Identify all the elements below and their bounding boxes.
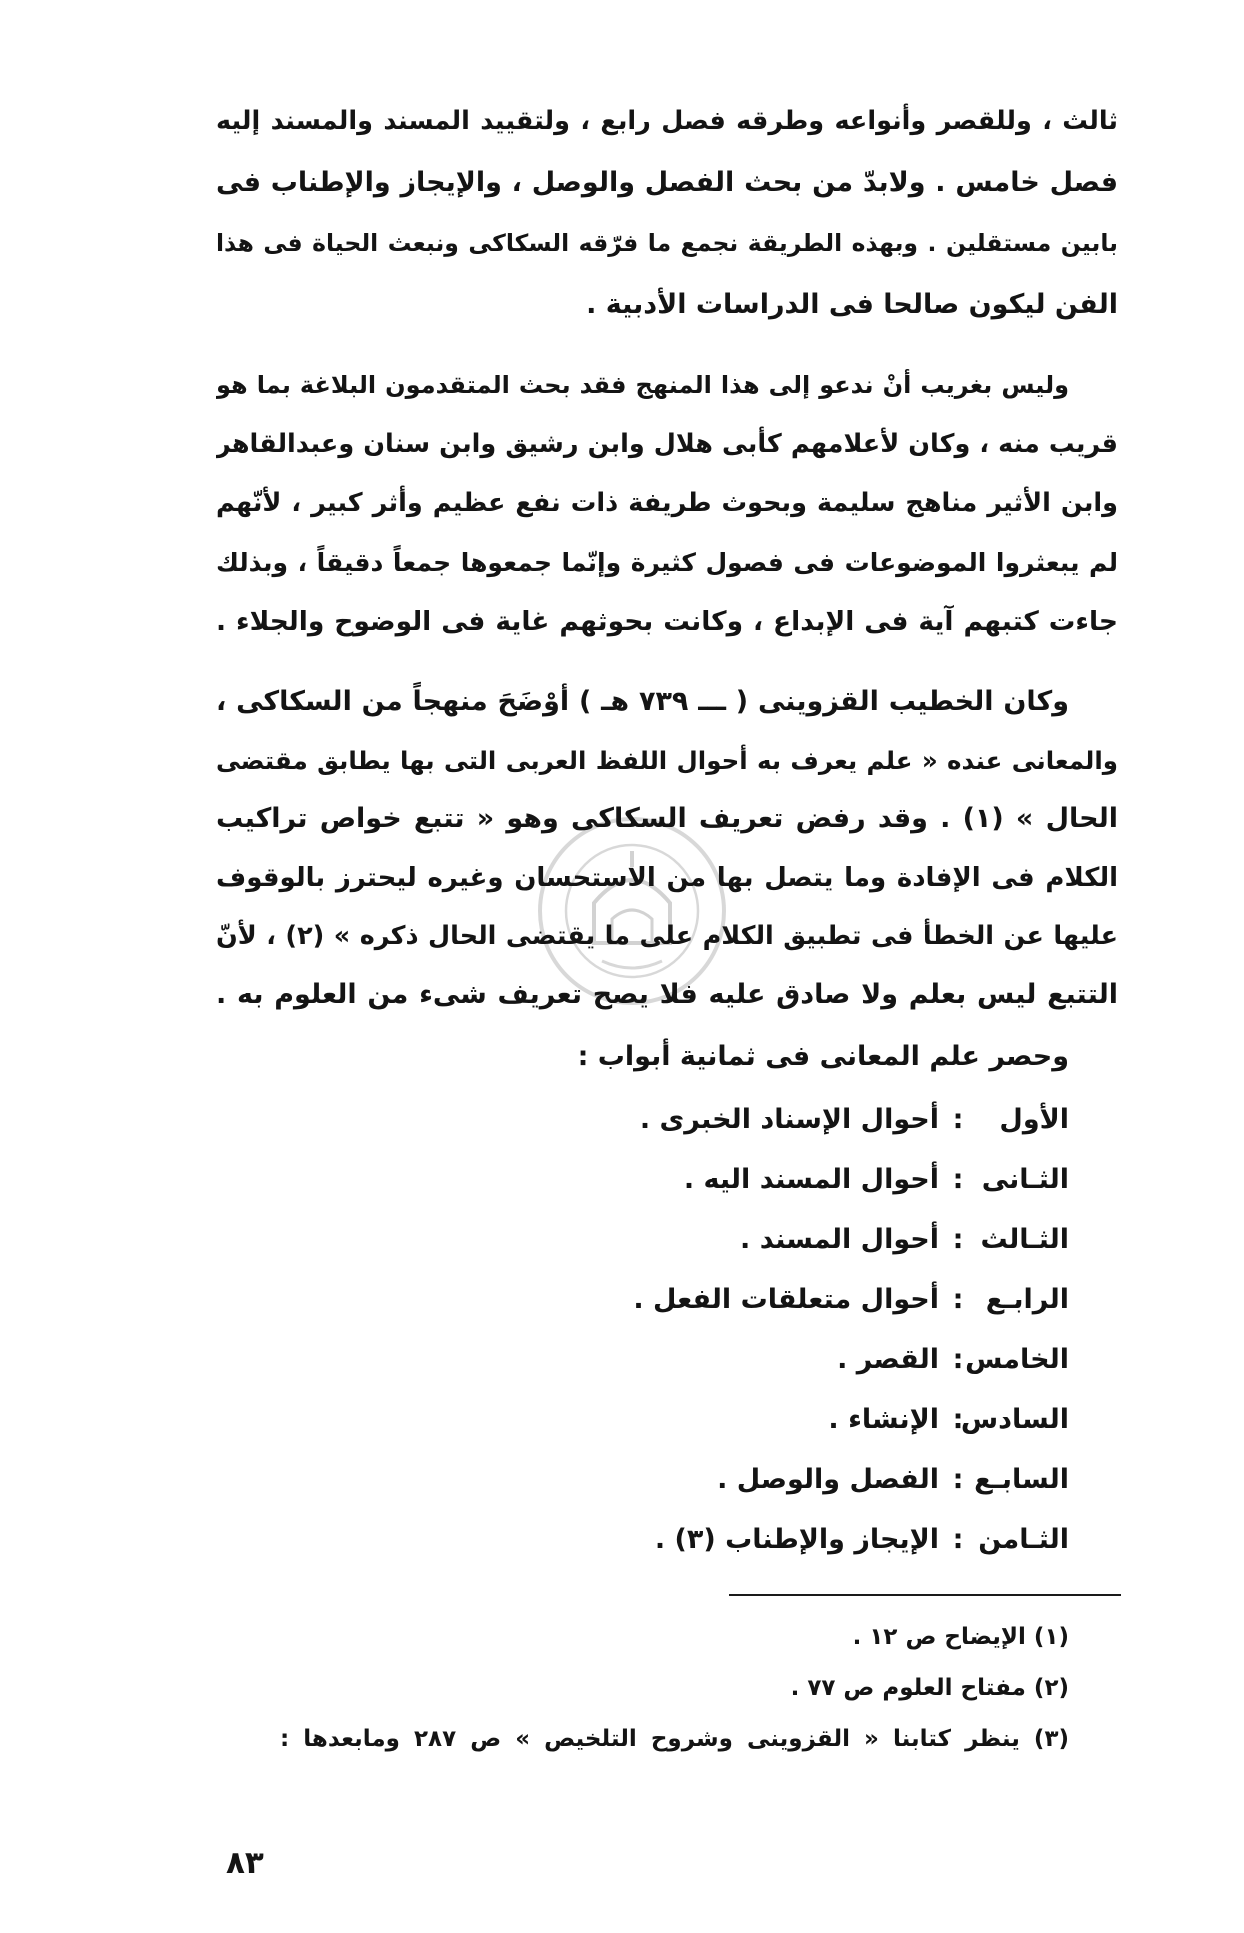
paragraph (216, 356, 1118, 651)
list-item (216, 1390, 1118, 1450)
footnote: (٢) مفتاح العلوم ص ٧٧ . (790, 1675, 1069, 1701)
body-line: وكان الخطيب القزوينى ( ـــ ٧٣٩ هـ ) أوْضَحَ منهجاً من السكاكى ، (216, 686, 1069, 717)
body-line: ثالث ، وللقصر وأنواعه وطرقه فصل رابع ، ولتقييد المسند والمسند إليه (216, 106, 1118, 136)
chapter-label: الثـانى (981, 1164, 1069, 1195)
chapter-separator: : (952, 1404, 964, 1435)
footnotes (280, 1612, 1069, 1765)
chapter-title: أحوال المسند اليه . (683, 1164, 939, 1195)
chapters-list (216, 1090, 1118, 1570)
chapter-label: السادس (960, 1404, 1069, 1435)
footnote-rule (729, 1594, 1121, 1596)
list-item (216, 1510, 1118, 1570)
body-line: الفن ليكون صالحا فى الدراسات الأدبية . (586, 289, 1118, 320)
chapter-title: أحوال المسند . (740, 1224, 939, 1255)
list-item (216, 1210, 1118, 1270)
paragraph (216, 673, 1118, 1024)
list-item (216, 1270, 1118, 1330)
body-line: وليس بغريب أنْ ندعو إلى هذا المنهج فقد بحث المتقدمون البلاغة بما هو (216, 371, 1069, 399)
chapter-title: القصر . (837, 1344, 939, 1375)
chapter-label: الرابـع (985, 1284, 1069, 1315)
body-line: وابن الأثير مناهج سليمة وبحوث طريفة ذات نفع عظيم وأثر كبير ، لأنّهم (216, 488, 1118, 518)
body-line: والمعانى عنده « علم يعرف به أحوال اللفظ العربى التى بها يطابق مقتضى (216, 745, 1118, 775)
body-line: الحال » (١) . وقد رفض تعريف السكاكى وهو « تتبع خواص تراكيب (216, 803, 1118, 834)
chapter-title: الإيجاز والإطناب (٣) . (654, 1524, 939, 1555)
chapter-separator: : (952, 1224, 964, 1255)
body-line: عليها عن الخطأ فى تطبيق الكلام على ما يقتضى الحال ذكره » (٢) ، لأنّ (216, 921, 1118, 951)
footnote: (١) الإيضاح ص ١٢ . (852, 1624, 1069, 1650)
chapter-title: الإنشاء . (828, 1404, 939, 1435)
body-line: الكلام فى الإفادة وما يتصل بها من الاستحسان وغيره ليحترز بالوقوف (216, 862, 1118, 893)
body-line: فصل خامس . ولابدّ من بحث الفصل والوصل ، والإيجاز والإطناب فى (216, 167, 1118, 198)
chapter-title: أحوال متعلقات الفعل . (633, 1284, 939, 1315)
chapter-separator: : (952, 1284, 964, 1315)
body-line: قريب منه ، وكان لأعلامهم كأبى هلال وابن رشيق وابن سنان وعبدالقاهر (216, 429, 1118, 459)
list-item (216, 1330, 1118, 1390)
chapter-separator: : (952, 1164, 964, 1195)
paragraph (216, 91, 1118, 335)
body-line: جاءت كتبهم آية فى الإبداع ، وكانت بحوثهم غاية فى الوضوح والجلاء . (216, 606, 1118, 637)
body-line: التتبع ليس بعلم ولا صادق عليه فلا يصح تعريف شىء من العلوم به . (216, 978, 1118, 1010)
chapter-separator: : (952, 1524, 964, 1555)
body-line: لم يبعثروا الموضوعات فى فصول كثيرة وإنّما جمعوها جمعاً دقيقاً ، وبذلك (216, 548, 1118, 577)
chapter-separator: : (952, 1344, 964, 1375)
chapter-title: أحوال الإسناد الخبرى . (639, 1104, 939, 1135)
chapter-label: الثـالث (980, 1224, 1069, 1255)
chapter-title: الفصل والوصل . (717, 1464, 939, 1495)
chapter-label: الثـامن (978, 1524, 1069, 1555)
chapter-separator: : (952, 1104, 964, 1135)
list-intro (216, 1027, 1118, 1087)
list-item (216, 1090, 1118, 1150)
page-number: ٨٣ (226, 1845, 264, 1881)
chapter-separator: : (952, 1464, 964, 1495)
body-line: بابين مستقلين . وبهذه الطريقة نجمع ما فرّقه السكاكى ونبعث الحياة فى هذا (216, 229, 1118, 257)
chapter-label: الخامس (965, 1344, 1069, 1375)
chapter-label: الأول (999, 1104, 1069, 1135)
body-line: وحصر علم المعانى فى ثمانية أبواب : (577, 1041, 1069, 1072)
list-item (216, 1150, 1118, 1210)
footnote: (٣) ينظر كتابنا « القزوينى وشروح التلخيص » ص ٢٨٧ ومابعدها : (280, 1726, 1069, 1752)
list-item (216, 1450, 1118, 1510)
chapter-label: السابـع (974, 1464, 1069, 1495)
